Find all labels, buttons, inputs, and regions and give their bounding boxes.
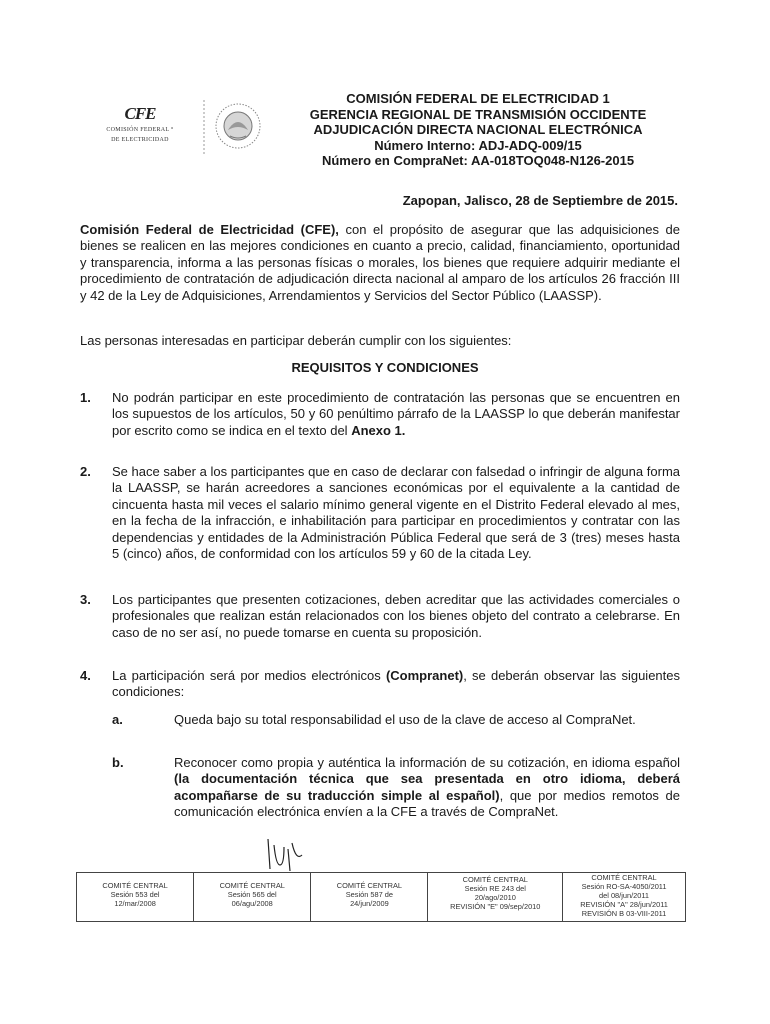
footer-line: 24/jun/2009	[350, 899, 389, 908]
item-number: 1.	[80, 390, 91, 405]
footer-line: Sesión 565 del	[227, 890, 277, 899]
footer-line: COMITÉ CENTRAL	[102, 881, 168, 890]
item-number: 4.	[80, 668, 91, 683]
item-number: 3.	[80, 592, 91, 607]
footer-line: 12/mar/2008	[114, 899, 156, 908]
intro-second-paragraph: Las personas interesadas en participar deberán cumplir con los siguientes:	[80, 333, 512, 348]
subitem-bold-mid: (la documentación técnica que sea presentada en otro idioma, deberá acompañarse de su traducción simple al español)	[174, 771, 680, 803]
item-text: Se hace saber a los participantes que en caso de declarar con falsedad o infringir de alguna forma la LAASSP, se harán acreedores a sanciones económicas por el equivalente a la cantidad de cincuenta hasta mil veces el salario mínimo general vigente en el Distrito Federal elevado al mes, en la fecha de la infracción, e inhabilitación para participar en procedimientos y contratar con las dependencias y entidades de la Administración Pública Federal que será de 3 (tres) meses hasta 5 (cinco) años, de conformidad con los artículos 59 y 60 de la citada Ley.	[112, 464, 680, 562]
header-line-5: Número en CompraNet: AA-018TOQ048-N126-2015	[321, 153, 635, 168]
item-bold-tail: Anexo 1.	[351, 422, 406, 438]
intro-lead: Comisión Federal de Electricidad (CFE),	[80, 222, 339, 237]
footer-line: del 08/jun/2011	[599, 891, 650, 900]
sub-list-item	[112, 755, 680, 821]
intro-paragraph	[80, 222, 680, 304]
footer-line: COMITÉ CENTRAL	[336, 881, 403, 890]
list-item	[80, 464, 680, 562]
footer-line: Sesión RE 243 del	[464, 884, 526, 893]
footer-line: COMITÉ CENTRAL	[462, 875, 528, 884]
header-line-2: GERENCIA REGIONAL DE TRANSMISIÓN OCCIDENTE	[309, 106, 647, 122]
footer-line: Sesión 553 del	[110, 890, 160, 899]
footer-line: 20/ago/2010	[474, 893, 516, 902]
header-line-4: Número Interno: ADJ-ADQ-009/15	[374, 137, 582, 153]
item-text-b: , se deberán observar las siguientes condiciones:	[112, 668, 680, 700]
logo-subtitle-1: COMISIÓN FEDERAL °	[106, 127, 174, 133]
footer-cell	[77, 873, 194, 921]
footer-cell	[311, 873, 428, 921]
subitem-letter: b.	[112, 755, 124, 770]
section-title: REQUISITOS Y CONDICIONES	[291, 360, 479, 375]
document-date: Zapopan, Jalisco, 28 de Septiembre de 2015.	[402, 193, 678, 208]
item-text: No podrán participar en este procedimiento de contratación las personas que se encuentren en los supuestos de los artículos, 50 y 60 penúltimo párrafo de la LAASSP lo que deberán manifestar por escrito como se indica en el texto del	[112, 390, 680, 438]
item-text-a: La participación será por medios electrónicos	[112, 668, 386, 683]
subitem-letter: a.	[112, 712, 123, 727]
footer-line: REVISIÓN "E" 09/sep/2010	[450, 902, 541, 911]
header-line-3: ADJUDICACIÓN DIRECTA NACIONAL ELECTRÓNICA	[313, 122, 643, 137]
intro-body: con el propósito de asegurar que las adquisiciones de bienes se realicen en las mejores condiciones en cuanto a precio, calidad, financiamiento, oportunidad y transparencia, informa a las personas físicas o morales, los bienes que requiere adquirir mediante el procedimiento de contratación de adjudicación directa nacional al amparo de los artículos 26 fracción III y 42 de la Ley de Adquisiciones, Arrendamientos y Servicios del Sector Público (LAASSP).	[80, 222, 680, 303]
sub-list-item	[112, 712, 680, 728]
footer-cell	[563, 873, 685, 921]
footer-line: REVISIÓN "A" 28/jun/2011	[580, 900, 668, 909]
logo-mark: CFE	[124, 104, 156, 123]
footer-line: COMITÉ CENTRAL	[219, 881, 285, 890]
cfe-logo	[92, 104, 188, 144]
footer-line: Sesión 587 de	[345, 890, 394, 899]
item-text: Los participantes que presenten cotizaciones, deben acreditar que las actividades comerciales o profesionales que realizan están relacionados con los bienes objeto del contrato a celebrarse. En caso de no ser así, no puede tomarse en cuenta su proposición.	[112, 592, 680, 640]
footer-line: Sesión RO-SA-4050/2011	[581, 882, 667, 891]
footer-cell	[428, 873, 563, 921]
header-line-1: COMISIÓN FEDERAL DE ELECTRICIDAD 1	[346, 91, 610, 106]
footer-cell	[194, 873, 311, 921]
signature-mark	[262, 835, 312, 877]
subitem-text: Queda bajo su total responsabilidad el uso de la clave de acceso al CompraNet.	[174, 712, 636, 727]
revision-footer-table	[76, 872, 686, 922]
footer-line: REVISIÓN B 03-VIII-2011	[581, 909, 667, 918]
national-seal-icon	[200, 96, 270, 158]
subitem-text-b: , que por medios remotos de comunicación electrónica envíen a la CFE a través de CompraNet.	[174, 787, 680, 820]
footer-line: 06/agu/2008	[231, 899, 273, 908]
subitem-text-a: Reconocer como propia y auténtica la información de su cotización, en idioma español	[174, 755, 680, 770]
logo-subtitle-2: DE ELECTRICIDAD	[111, 137, 169, 143]
list-item	[80, 390, 680, 439]
item-number: 2.	[80, 464, 91, 479]
list-item	[80, 592, 680, 641]
footer-line: COMITÉ CENTRAL	[591, 873, 657, 882]
list-item	[80, 668, 680, 701]
document-header	[288, 91, 668, 169]
item-bold-mid: (Compranet)	[385, 668, 464, 683]
